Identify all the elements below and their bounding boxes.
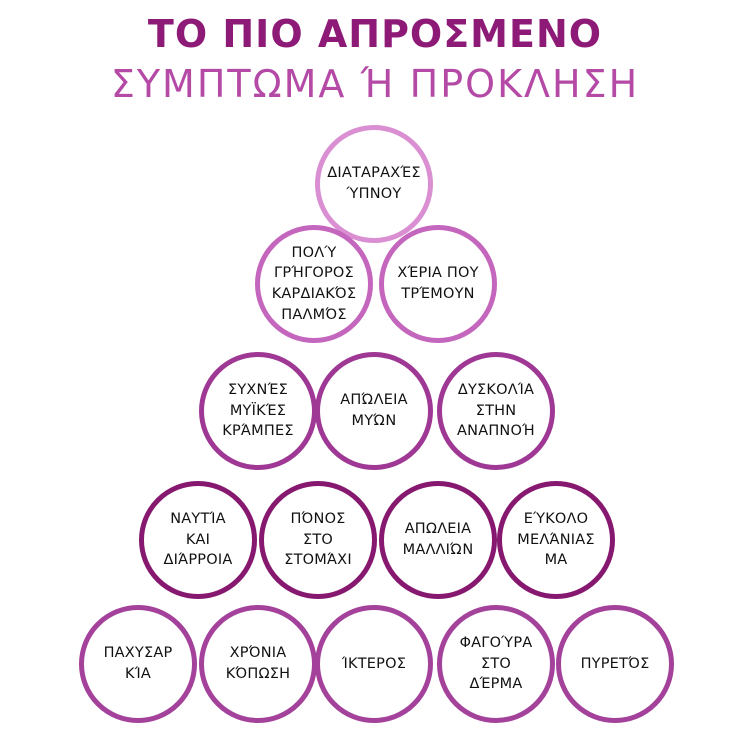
page-subtitle: ΣΥΜΠΤΩΜΑ Ή ΠΡΟΚΛΗΣΗ: [110, 62, 640, 106]
symptom-circle: [556, 605, 674, 723]
symptom-circle: [437, 605, 555, 723]
symptom-circle: [315, 125, 433, 243]
symptom-label: ΠΥΡΕΤΌΣ: [580, 655, 650, 672]
symptom-label: ΠΟΛΎ ΓΡΉΓΟΡΟΣ ΚΑΡΔΙΑΚΌΣ ΠΑΛΜΌΣ: [271, 244, 357, 323]
symptom-circle: [139, 481, 257, 599]
symptom-label: ΔΥΣΚΟΛΊΑ ΣΤΗΝ ΑΝΑΠΝΟΉ: [457, 382, 535, 440]
symptom-label: ΝΑΥΤΊΑ ΚΑΙ ΔΙΆΡΡΟΙΑ: [163, 511, 233, 569]
symptom-circle: [315, 605, 433, 723]
symptom-label: ΣΥΧΝΈΣ ΜΥΪΚΈΣ ΚΡΆΜΠΕΣ: [222, 382, 294, 440]
symptom-circle: [255, 225, 373, 343]
symptom-label: ΠΌΝΟΣ ΣΤΟ ΣΤΟΜΆΧΙ: [284, 511, 352, 569]
symptom-label: ΧΡΌΝΙΑ ΚΌΠΩΣΗ: [225, 645, 291, 682]
symptom-circle: [199, 352, 317, 470]
page-title: ΤΟ ΠΙΟ ΑΠΡΟΣΜΕΝΟ: [147, 12, 603, 56]
symptom-label: ΦΑΓΟΎΡΑ ΣΤΟ ΔΈΡΜΑ: [459, 635, 533, 693]
symptom-circle: [199, 605, 317, 723]
symptom-circle: [497, 481, 615, 599]
symptom-label: ΑΠΩΛΕΙΑ ΜΑΛΛΙΏΝ: [402, 521, 474, 558]
symptom-label: ΕΎΚΟΛΟ ΜΕΛΆΝΙΑΣ ΜΑ: [517, 511, 595, 569]
symptom-label: ΧΈΡΙΑ ΠΟΥ ΤΡΈΜΟΥΝ: [397, 265, 479, 302]
symptom-label: ΊΚΤΕΡΟΣ: [341, 655, 407, 672]
symptom-label: ΑΠΏΛΕΙΑ ΜΥΏΝ: [340, 392, 408, 429]
symptom-circle: [437, 352, 555, 470]
symptom-circle: [259, 481, 377, 599]
symptom-label: ΠΑΧΥΣΑΡ ΚΊΑ: [103, 645, 173, 682]
symptom-circle: [379, 481, 497, 599]
symptom-circle: [315, 352, 433, 470]
symptom-label: ΔΙΑΤΑΡΑΧΈΣ ΎΠΝΟΥ: [327, 165, 421, 202]
symptom-circle: [79, 605, 197, 723]
symptom-circle: [379, 225, 497, 343]
